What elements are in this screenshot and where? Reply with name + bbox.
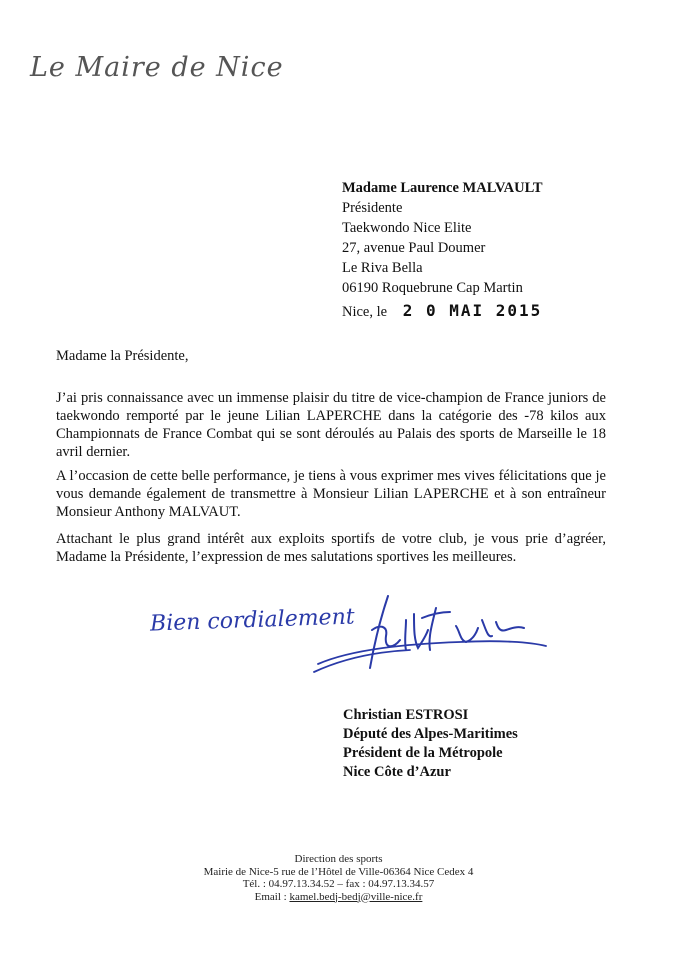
- handwritten-note: Bien cordialement: [149, 604, 356, 637]
- date-stamp: 2 0 MAI 2015: [402, 301, 543, 320]
- recipient-line: 27, avenue Paul Doumer: [342, 240, 486, 256]
- letterhead: Le Maire de Nice: [30, 52, 284, 83]
- footer-phone: Tél. : 04.97.13.34.52 – fax : 04.97.13.34.57: [242, 878, 435, 890]
- recipient-line: Présidente: [342, 200, 403, 216]
- body-paragraph-1: J’ai pris connaissance avec un immense plaisir du titre de vice-champion de France juniors de taekwondo remporté par le jeune Lilian LAPERCHE dans la catégorie des -78 kilos aux Championnats de France Combat qui se sont déroulés au Palais des sports de Marseille le 18 avril dernier.: [56, 390, 606, 460]
- recipient-line: Le Riva Bella: [342, 260, 423, 276]
- letter-date: [342, 301, 542, 321]
- date-prefix: Nice, le: [342, 304, 388, 320]
- footer-department: Direction des sports: [294, 853, 383, 865]
- footer-email-link[interactable]: kamel.bedj-bedj@ville-nice.fr: [289, 890, 423, 903]
- signatory-title: Nice Côte d’Azur: [343, 764, 451, 780]
- body-paragraph-3: Attachant le plus grand intérêt aux exploits sportifs de votre club, je vous prie d’agréer, Madame la Présidente, l’expression de mes salutations sportives les meilleures.: [56, 531, 606, 565]
- footer-address: Mairie de Nice-5 rue de l’Hôtel de Ville-06364 Nice Cedex 4: [203, 865, 474, 878]
- recipient-address: [342, 178, 543, 298]
- signatory-title: Député des Alpes-Maritimes: [343, 726, 518, 742]
- recipient-line: Taekwondo Nice Elite: [342, 220, 472, 236]
- signatory-name: Christian ESTROSI: [343, 707, 469, 723]
- recipient-line: 06190 Roquebrune Cap Martin: [342, 280, 523, 296]
- signatory-block: [343, 706, 518, 782]
- footer-email-label: Email :: [254, 890, 290, 903]
- signatory-title: Président de la Métropole: [343, 745, 503, 761]
- recipient-name: Madame Laurence MALVAULT: [342, 180, 543, 196]
- body-paragraph-2: A l’occasion de cette belle performance, je tiens à vous exprimer mes vives félicitations que je vous demande également de transmettre à Monsieur Lilian LAPERCHE et à son entraîneur Monsieur Anthony MALVAUT.: [56, 468, 606, 520]
- salutation: Madame la Présidente,: [56, 348, 189, 364]
- footer: [0, 853, 677, 903]
- footer-email-line: [0, 891, 677, 904]
- signature-icon: [310, 590, 550, 680]
